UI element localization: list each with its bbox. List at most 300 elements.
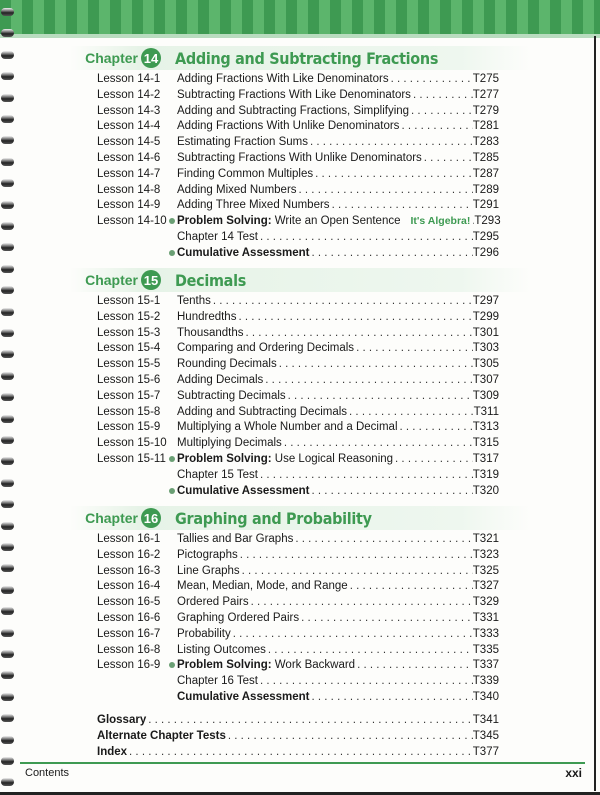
dot-leader [263,372,472,388]
page-reference: T299 [472,311,499,323]
dot-leader [348,578,473,594]
entry-title [177,309,236,325]
entry-title-text: Adding and Subtracting Decimals [177,406,348,418]
spiral-coil [1,500,14,508]
lesson-number: Lesson 16-6 [97,612,161,624]
spiral-coil [1,607,14,615]
entry-title-text: Use Logical Reasoning [271,453,394,465]
page-reference: T297 [472,295,499,307]
entry-title [177,626,231,642]
toc-entry[interactable] [97,103,499,119]
page-reference: T337 [472,659,499,671]
toc-entry[interactable] [97,293,499,309]
spiral-coil [1,564,14,572]
entry-title [177,340,354,356]
page-reference: T296 [472,247,499,259]
entry-title [177,134,308,150]
toc-entry[interactable] [97,451,499,467]
lesson-number [97,689,173,705]
lesson-number: Lesson 14-10 [97,215,167,227]
toc-entry[interactable] [97,578,499,594]
chapter-number-badge: 14 [141,48,161,68]
bullet-column [173,531,177,547]
chapter-number-badge: 15 [141,270,161,290]
entry-title [177,610,299,626]
page-reference: T313 [472,421,499,433]
dot-leader [310,689,473,705]
page-reference: T340 [472,691,499,703]
bullet-column [173,642,177,658]
chapter-heading [70,268,530,292]
bullet-dot-icon [169,218,175,224]
dot-leader [286,388,473,404]
chapter-label: Chapter [85,50,138,66]
page-reference: T341 [472,714,499,726]
chapter-label: Chapter [85,272,138,288]
page-reference: T321 [472,533,499,545]
spiral-coil [1,714,14,722]
spiral-coil [1,586,14,594]
spiral-coil [1,629,14,637]
entry-title [177,673,258,689]
chapter-heading [70,506,530,530]
entry-title-text: Mean, Median, Mode, and Range [177,580,348,592]
spiral-coil [1,372,14,380]
page-reference: T317 [472,453,499,465]
entry-title-text: Adding Decimals [177,374,264,386]
spiral-coil [1,201,14,209]
entry-title [177,451,393,467]
entry-title [177,467,258,483]
lesson-number: Lesson 14-2 [97,89,161,101]
bullet-column [173,182,177,198]
dot-leader [299,610,473,626]
entry-title-text: Work Backward [271,659,356,671]
chapter-title[interactable]: Decimals [175,270,246,290]
bullet-column [173,309,177,325]
lesson-number [97,245,173,261]
dot-leader [258,673,473,689]
spiral-coil [1,479,14,487]
page-reference: T279 [472,105,499,117]
dot-leader [258,229,473,245]
toc-entry[interactable] [97,626,499,642]
bullet-column [173,103,177,119]
entry-title [177,435,282,451]
bullet-column [173,467,177,483]
lesson-number: Lesson 16-8 [97,644,161,656]
dot-leader [399,118,472,134]
entry-title [177,245,310,261]
toc-entry[interactable] [97,71,499,87]
dot-leader [146,712,473,728]
toc-entry[interactable] [97,197,499,213]
toc-entry[interactable] [97,610,499,626]
bullet-dot-icon [169,662,175,668]
spiral-coil [1,757,14,765]
page-reference: T307 [472,374,499,386]
entry-title-text: Probability [177,628,231,640]
lesson-number: Lesson 14-5 [97,136,161,148]
entry-title-text: Adding Three Mixed Numbers [177,199,330,211]
entry-title-text: Adding Fractions With Unlike Denominators [177,120,400,132]
entry-title [177,103,409,119]
spiral-coil [1,72,14,80]
bullet-column [173,435,177,451]
spiral-coil [1,393,14,401]
lesson-number [97,229,173,245]
algebra-badge: It's Algebra! [410,215,471,227]
bullet-dot-icon [169,456,175,462]
entry-title-text: Hundredths [177,311,237,323]
toc-entry[interactable] [97,150,499,166]
page-reference: T345 [472,730,499,742]
spiral-coil [1,179,14,187]
entry-title [177,71,389,87]
dot-leader [330,197,473,213]
spiral-coil [1,522,14,530]
entry-title-text: Pictographs [177,549,238,561]
entry-title-text: Comparing and Ordering Decimals [177,342,355,354]
entry-title-text: Multiplying a Whole Number and a Decimal [177,421,398,433]
page-edge-right [594,36,596,791]
bullet-column [173,150,177,166]
lesson-number: Lesson 15-6 [97,374,161,386]
lesson-number: Lesson 16-4 [97,580,161,592]
entry-title-text: Rounding Decimals [177,358,277,370]
toc-entry[interactable] [97,657,499,673]
dot-leader [282,435,473,451]
entry-title [177,118,399,134]
lesson-number: Lesson 16-7 [97,628,161,640]
spiral-coil [1,243,14,251]
toc-entry[interactable] [97,118,499,134]
bullet-dot-icon [169,250,175,256]
bullet-column [173,197,177,213]
chapter-heading [70,46,530,70]
entry-title [177,404,347,420]
page-reference: T285 [472,152,499,164]
entry-title [177,531,293,547]
lesson-number: Lesson 16-2 [97,549,161,561]
page-reference: T320 [472,485,499,497]
entry-title [177,213,401,229]
spiral-coil [1,158,14,166]
page-reference: T275 [472,73,499,85]
entry-title [177,150,422,166]
header-banner [0,0,600,36]
entry-title-bold: Cumulative Assessment [177,247,310,259]
chapter-title[interactable]: Graphing and Probability [175,508,372,528]
page-reference: T311 [473,406,499,418]
entry-title [177,419,398,435]
page-reference: T277 [472,89,499,101]
bullet-column [173,563,177,579]
spiral-coil [1,543,14,551]
dot-leader [240,563,473,579]
page-reference: T283 [472,136,499,148]
page-reference: T305 [472,358,499,370]
bullet-column [173,610,177,626]
spiral-coil [1,457,14,465]
page-reference: T289 [472,184,499,196]
entry-title-bold: Problem Solving: [177,453,272,465]
toc-entry[interactable] [97,309,499,325]
lesson-number: Lesson 15-7 [97,390,161,402]
lesson-number: Lesson 16-5 [97,596,161,608]
lesson-number: Lesson 14-3 [97,105,161,117]
dot-leader [226,728,473,744]
bullet-column [173,673,177,689]
entry-title [177,372,263,388]
chapter-number-badge: 16 [141,508,161,528]
bullet-column [173,483,177,499]
toc-entry[interactable] [97,563,499,579]
lesson-number: Lesson 14-1 [97,73,161,85]
lesson-number: Lesson 15-4 [97,342,161,354]
bullet-column [173,245,177,261]
spiral-coil [1,222,14,230]
back-matter-entry[interactable] [97,712,499,728]
toc-entry[interactable] [97,325,499,341]
bullet-column [173,134,177,150]
bullet-column [173,229,177,245]
entry-title-text: Tenths [177,295,211,307]
dot-leader [297,182,473,198]
entry-title-text: Write an Open Sentence [271,215,401,227]
entry-title-text: Chapter 16 Test [177,675,258,687]
bullet-column [173,451,177,467]
spiral-coil [1,436,14,444]
spiral-coil [1,693,14,701]
spiral-coil [1,8,14,16]
bullet-column [173,419,177,435]
dot-leader [310,483,473,499]
spiral-coil [1,51,14,59]
lesson-number: Lesson 15-11 [97,453,166,465]
entry-title-text: Multiplying Decimals [177,437,282,449]
spiral-coil [1,265,14,273]
lesson-number: Lesson 16-1 [97,533,161,545]
back-matter-label: Glossary [97,714,147,726]
entry-title-text: Thousandths [177,327,244,339]
back-matter-entry[interactable] [97,728,499,744]
spiral-coil [1,350,14,358]
dot-leader [293,531,472,547]
header-banner-edge [0,34,600,38]
toc-entry[interactable] [97,419,499,435]
footer-page-number: xxi [565,766,582,780]
toc-entry[interactable] [97,245,499,261]
toc-entry[interactable] [97,356,499,372]
spiral-coil [1,94,14,102]
page-reference: T293 [474,215,501,227]
bullet-column [173,626,177,642]
entry-title-text: Subtracting Decimals [177,390,286,402]
entry-title [177,689,310,705]
footer-divider [20,762,585,764]
entry-title-text: Chapter 15 Test [177,469,258,481]
toc-entry[interactable] [97,435,499,451]
page-reference: T281 [472,120,499,132]
toc-entry[interactable] [97,213,499,229]
dot-leader [211,293,473,309]
toc-entry[interactable] [97,372,499,388]
dot-leader [231,626,473,642]
bullet-column [173,356,177,372]
page-reference: T323 [472,549,499,561]
chapter-title[interactable]: Adding and Subtracting Fractions [175,48,439,68]
entry-title-bold: Problem Solving: [177,659,272,671]
dot-leader [238,547,473,563]
bullet-column [173,404,177,420]
page-reference: T319 [472,469,499,481]
entry-title-bold: Cumulative Assessment [177,485,310,497]
page-reference: T295 [472,231,499,243]
toc-entry[interactable] [97,483,499,499]
bullet-column [173,657,177,673]
lesson-number: Lesson 16-3 [97,565,161,577]
toc-entry[interactable] [97,229,499,245]
bullet-dot-icon [169,488,175,494]
entry-title [177,166,313,182]
toc-entry[interactable] [97,340,499,356]
back-matter-label: Index [97,746,128,758]
page-reference: T315 [472,437,499,449]
spiral-coil [1,671,14,679]
entry-title-text: Estimating Fraction Sums [177,136,309,148]
bullet-column [173,71,177,87]
bullet-column [173,547,177,563]
page-reference: T291 [472,199,499,211]
toc-entry[interactable] [97,134,499,150]
bullet-column [173,594,177,610]
dot-leader [310,245,473,261]
toc-entry[interactable] [97,689,499,705]
entry-title [177,197,330,213]
lesson-number [97,467,173,483]
toc-entry[interactable] [97,182,499,198]
dot-leader [411,87,473,103]
spiral-binding [0,0,16,795]
dot-leader [266,642,473,658]
entry-title-text: Adding Mixed Numbers [177,184,297,196]
spiral-coil [1,650,14,658]
entry-title-text: Ordered Pairs [177,596,249,608]
lesson-number: Lesson 15-8 [97,406,161,418]
spiral-coil [1,136,14,144]
dot-leader [422,150,473,166]
bullet-column [173,118,177,134]
dot-leader [393,451,473,467]
chapter-label: Chapter [85,510,138,526]
lesson-number: Lesson 15-5 [97,358,161,370]
toc-entry[interactable] [97,594,499,610]
spiral-coil [1,778,14,786]
lesson-number: Lesson 14-8 [97,184,161,196]
bullet-column [173,87,177,103]
lesson-number: Lesson 16-9 [97,659,161,671]
lesson-number: Lesson 14-4 [97,120,161,132]
page-reference: T287 [472,168,499,180]
entry-title [177,563,240,579]
toc-entry[interactable] [97,467,499,483]
bullet-column [173,388,177,404]
entry-title [177,356,277,372]
dot-leader [398,419,473,435]
toc-entry[interactable] [97,547,499,563]
entry-title [177,547,238,563]
dot-leader [236,309,472,325]
toc-entry[interactable] [97,673,499,689]
bullet-column [173,578,177,594]
bullet-column [173,166,177,182]
lesson-number [97,483,173,499]
entry-title [177,87,411,103]
page-reference: T309 [472,390,499,402]
page-reference: T333 [472,628,499,640]
entry-title [177,657,355,673]
entry-title-text: Adding and Subtracting Fractions, Simplifying [177,105,410,117]
page-reference: T335 [472,644,499,656]
dot-leader [308,134,473,150]
page-reference: T377 [472,746,499,758]
back-matter-label: Alternate Chapter Tests [97,730,226,742]
lesson-number: Lesson 15-1 [97,295,161,307]
entry-title-text: Chapter 14 Test [177,231,258,243]
dot-leader [249,594,473,610]
spiral-coil [1,736,14,744]
lesson-number: Lesson 15-2 [97,311,161,323]
toc-entry[interactable] [97,531,499,547]
page-reference: T339 [472,675,499,687]
toc-entry[interactable] [97,404,499,420]
page-reference: T331 [472,612,499,624]
page-reference: T301 [472,327,499,339]
dot-leader [244,325,473,341]
entry-title-text: Subtracting Fractions With Unlike Denominators [177,152,422,164]
entry-title [177,293,211,309]
dot-leader [277,356,473,372]
entry-title [177,483,310,499]
entry-title-bold: Problem Solving: [177,215,272,227]
toc-entry[interactable] [97,642,499,658]
entry-title [177,325,244,341]
lesson-number: Lesson 14-7 [97,168,161,180]
bullet-column [173,325,177,341]
lesson-number: Lesson 15-10 [97,437,167,449]
entry-title-text: Subtracting Fractions With Like Denominators [177,89,411,101]
dot-leader [354,340,473,356]
page-reference: T303 [472,342,499,354]
dot-leader [409,103,473,119]
dot-leader [389,71,473,87]
back-matter-entry[interactable] [97,744,499,760]
entry-title-text: Adding Fractions With Like Denominators [177,73,389,85]
lesson-number: Lesson 14-6 [97,152,161,164]
entry-title [177,578,348,594]
toc-entry[interactable] [97,388,499,404]
spiral-coil [1,29,14,37]
entry-title [177,594,249,610]
spiral-coil [1,286,14,294]
spiral-coil [1,115,14,123]
entry-title [177,182,297,198]
toc-entry[interactable] [97,166,499,182]
toc-entry[interactable] [97,87,499,103]
spiral-coil [1,329,14,337]
lesson-number: Lesson 15-9 [97,421,161,433]
